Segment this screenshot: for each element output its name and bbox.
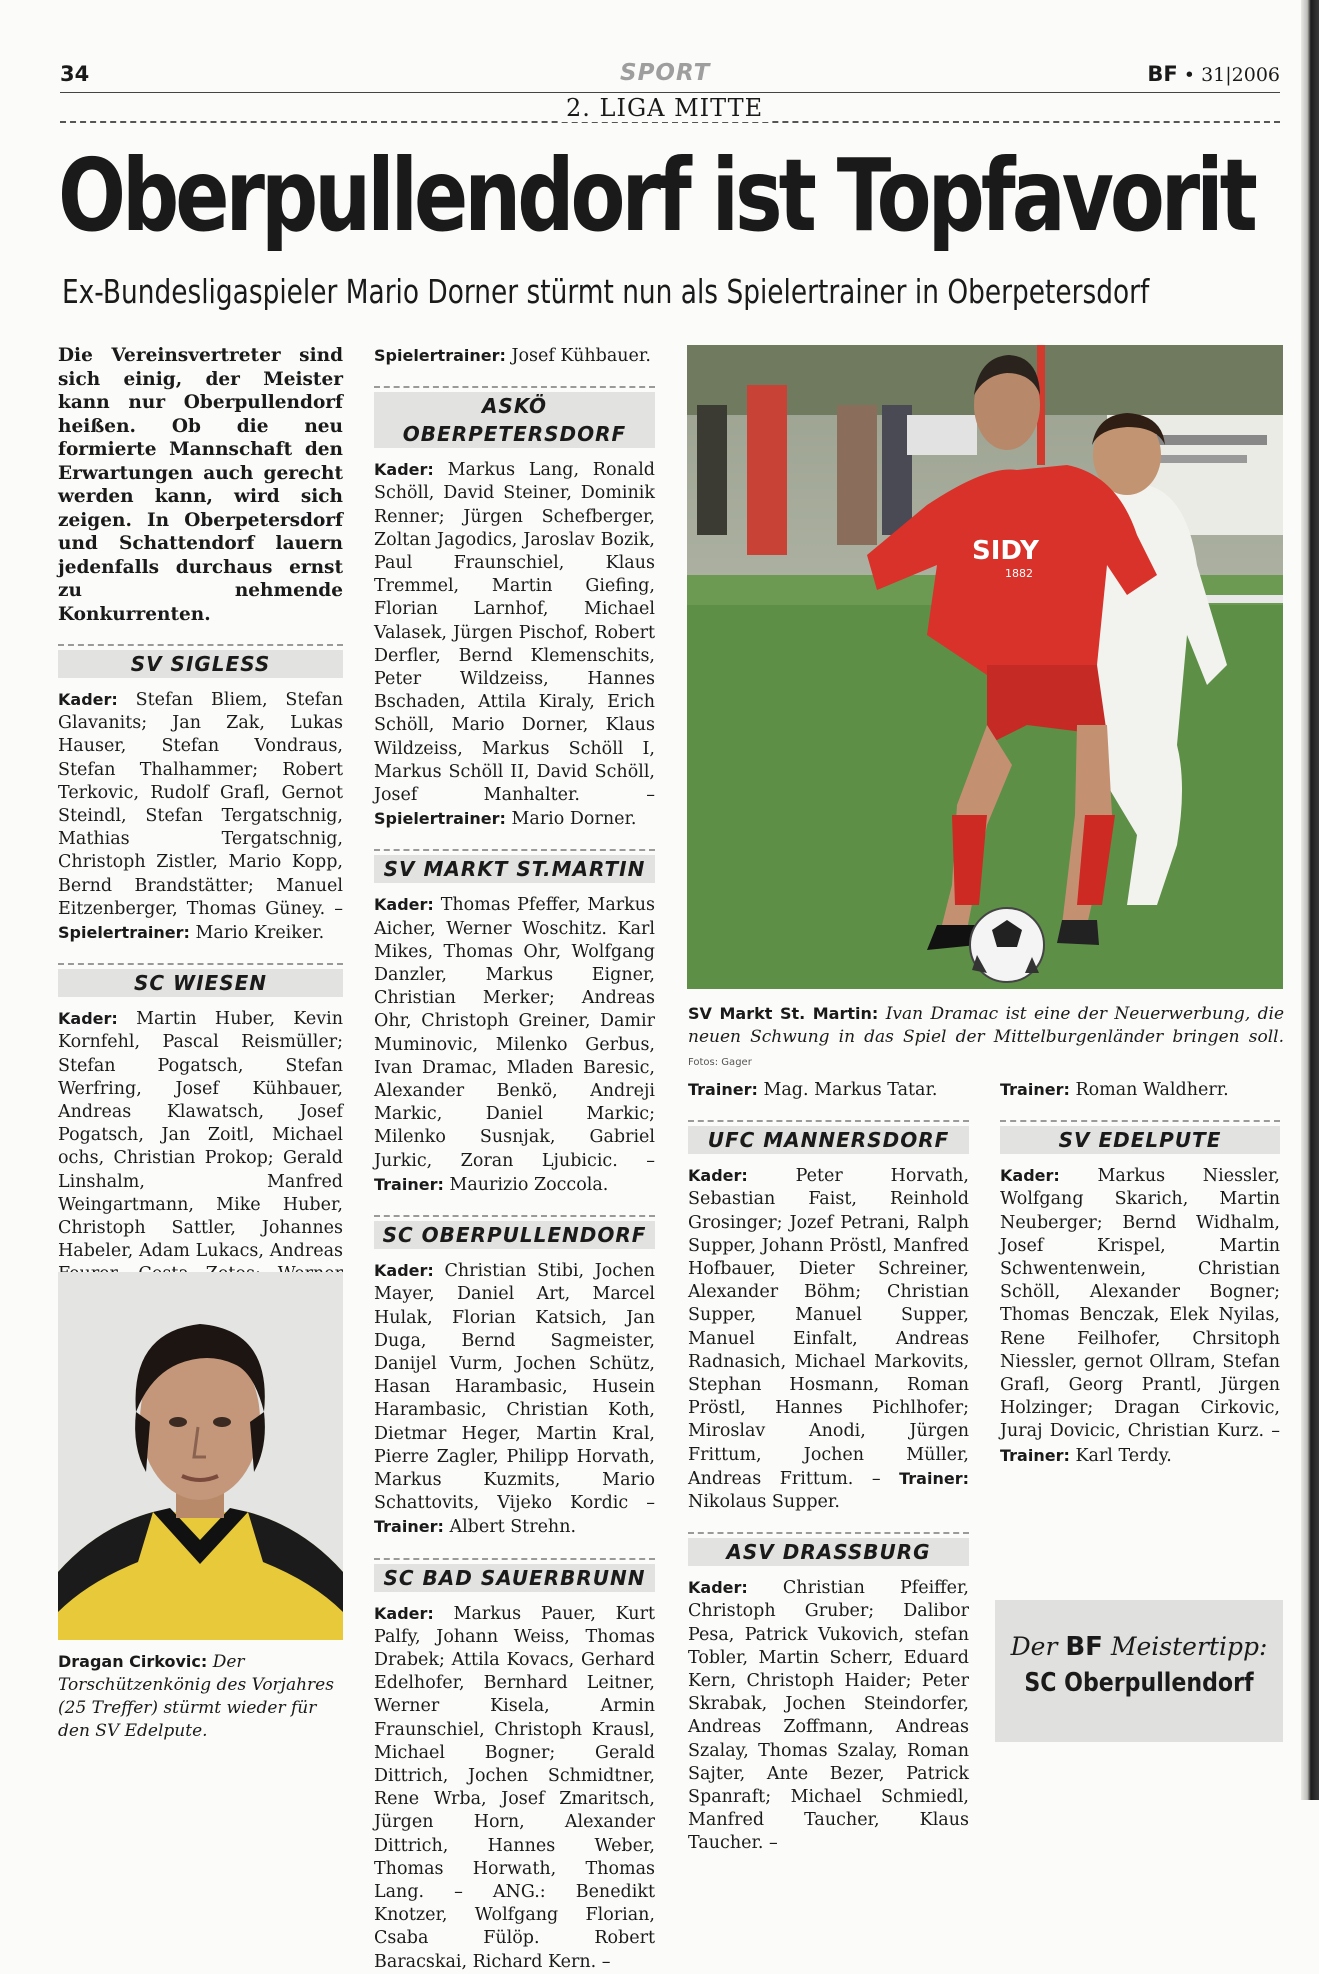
main-photo-image bbox=[687, 345, 1283, 989]
portrait-photo-image bbox=[58, 1272, 343, 1640]
team-roster-sc-wiesen-cont: Spielertrainer: Josef Kühbauer. bbox=[374, 346, 651, 366]
team-name: SC OBERPULLENDORF bbox=[374, 1221, 655, 1249]
portrait-photo bbox=[58, 1272, 343, 1640]
team-header-sc-wiesen bbox=[58, 963, 343, 997]
team-name: SC BAD SAUERBRUNN bbox=[374, 1564, 655, 1592]
team-name: SV MARKT ST.MARTIN bbox=[374, 855, 655, 883]
photo-credit: Fotos: Gager bbox=[688, 1057, 752, 1068]
page-number: 34 bbox=[60, 62, 90, 86]
intro-text: Die Vereinsvertreter sind sich einig, der Meister kann nur Oberpullendorf heißen. Ob die neu formierte Mannschaft den Erwartungen auch gerecht werden kann, wird sich zeigen. In Oberpetersdorf und Schattendorf lauern jedenfalls durchaus ernst zu nehmende Konkurrenten. bbox=[58, 345, 343, 625]
column-1 bbox=[58, 344, 343, 1262]
team-roster-asko-oberpetersdorf: Kader: Markus Lang, Ronald Schöll, David Steiner, Dominik Renner; Jürgen Schefberger, Zoltan Jagodics, Jaroslav Bozik, Paul Fraunschiel, Klaus Tremmel, Martin Giefing, Florian Larnhof, Michael Valasek, Jürgen Pischof, Robert Derfler, Bernd Klemenschits, Peter Wildzeiss, Hannes Bschaden, Attila Kiraly, Erich Schöll, Mario Dorner, Klaus Wildzeiss, Markus Schöll I, Markus Schöll II, David Schöll, Josef Manhalter. – Spielertrainer: Mario Dorner. bbox=[374, 460, 655, 830]
team-roster-sc-bad-sauerbrunn-cont: Trainer: Mag. Markus Tatar. bbox=[688, 1080, 938, 1100]
main-photo bbox=[687, 345, 1283, 989]
team-name: SV EDELPUTE bbox=[1000, 1126, 1280, 1154]
team-header-asv-drassburg bbox=[688, 1532, 969, 1566]
team-roster-ufc-mannersdorf: Kader: Peter Horvath, Sebastian Faist, Reinhold Grosinger; Jozef Petrani, Ralph Supper, Johann Pröstl, Manfred Hofbauer, Dieter Schreiner, Alexander Böhm; Christian Supper, Manuel Supper, Manuel Einfalt, Andreas Radnasich, Michael Markovits, Stephan Hosmann, Roman Pröstl, Hannes Pichlhofer; Miroslav Anodi, Jürgen Frittum, Jochen Müller, Andreas Frittum. – Trainer: Nikolaus Supper. bbox=[688, 1166, 969, 1513]
team-roster-asv-drassburg: Kader: Christian Pfeiffer, Christoph Gruber; Dalibor Pesa, Patrick Vukovich, stefan Tobler, Martin Scherr, Eduard Kern, Christoph Haider; Peter Skrabak, Jochen Steindorfer, Andreas Zoffmann, Andreas Szalay, Thomas Szalay, Roman Sajter, Ante Bezer, Patrick Spanraft; Michael Schmiedl, Manfred Taucher, Klaus Taucher. – bbox=[688, 1578, 969, 1854]
portrait-caption: Dragan Cirkovic: Der Torschützenkönig des Vorjahres (25 Treffer) stürmt wieder für den SV Edelpute. bbox=[58, 1652, 334, 1741]
league-label: 2. LIGA MITTE bbox=[560, 94, 769, 122]
issue-number: 31|2006 bbox=[1201, 64, 1280, 86]
team-header-sv-edelpute bbox=[1000, 1120, 1280, 1154]
headline: Oberpullendorf ist Topfavorit bbox=[58, 137, 1254, 254]
team-roster-sc-oberpullendorf: Kader: Christian Stibi, Jochen Mayer, Daniel Art, Marcel Hulak, Florian Katsich, Jan Duga, Bernd Sagmeister, Danijel Vurm, Jochen Schütz, Hasan Harambasic, Husein Harambasic, Christian Koth, Dietmar Heger, Martin Kral, Pierre Zagler, Philipp Horvath, Markus Kuzmits, Mario Schattovits, Vijeko Kordic – Trainer: Albert Strehn. bbox=[374, 1261, 655, 1538]
issue-separator: • bbox=[1183, 64, 1196, 86]
column-2 bbox=[374, 344, 655, 1972]
team-name: SC WIESEN bbox=[58, 969, 343, 997]
team-roster-asv-drassburg-cont: Trainer: Roman Waldherr. bbox=[1000, 1080, 1229, 1100]
column-3 bbox=[688, 1078, 969, 1854]
shirt-sponsor: SIDY bbox=[972, 536, 1039, 566]
tip-heading: Der BF Meistertipp: bbox=[1010, 1632, 1268, 1662]
team-roster-sc-bad-sauerbrunn: Kader: Markus Pauer, Kurt Palfy, Johann Weiss, Thomas Drabek; Attila Kovacs, Gerhard Edelhofer, Bernhard Leitner, Werner Kisela, Armin Fraunschiel, Christoph Krausl, Michael Bogner; Gerald Dittrich, Jochen Schmidtner, Rene Wrba, Josef Zmaritsch, Jürgen Horn, Alexander Dittrich, Hannes Weber, Thomas Horwath, Thomas Lang. – ANG.: Benedikt Knotzer, Wolfgang Florian, Csaba Fülöp. Robert Baracskai, Richard Kern. – bbox=[374, 1603, 655, 1972]
team-roster-sv-markt-st-martin: Kader: Thomas Pfeffer, Markus Aicher, Werner Woschitz. Karl Mikes, Thomas Ohr, Wolfgang Danzler, Markus Eigner, Christian Merker; Andreas Ohr, Christoph Greiner, Damir Muminovic, Milenko Gerbus, Ivan Dramac, Mladen Baresic, Alexander Benkö, Andreji Markic, Daniel Markic; Milenko Susnjak, Gabriel Jurkic, Zoran Ljubicic. – Trainer: Maurizio Zoccola. bbox=[374, 895, 655, 1195]
shirt-year: 1882 bbox=[1005, 567, 1033, 580]
subheadline: Ex-Bundesligaspieler Mario Dorner stürmt nun als Spielertrainer in Oberpetersdorf bbox=[62, 272, 1150, 311]
team-header-asko-oberpetersdorf bbox=[374, 386, 655, 448]
team-name: ASKÖ OBERPETERSDORF bbox=[374, 392, 655, 448]
tip-team: SC Oberpullendorf bbox=[1024, 1668, 1254, 1698]
section-label: SPORT bbox=[620, 60, 711, 86]
team-roster-sv-sigless: Kader: Stefan Bliem, Stefan Glavanits; Jan Zak, Lukas Hauser, Stefan Vondraus, Stefan Thalhammer; Robert Terkovic, Rudolf Grafl, Gernot Steindl, Stefan Tergatschnig, Mathias Tergatschnig, Christoph Zistler, Mario Kopp, Bernd Brandstätter; Manuel Eitzenberger, Thomas Güney. – Spielertrainer: Mario Kreiker. bbox=[58, 690, 343, 944]
team-roster-sc-wiesen: Kader: Martin Huber, Kevin Kornfehl, Pascal Reismüller; Stefan Pogatsch, Stefan Werfring, Josef Kühbauer, Andreas Klawatsch, Josef Pogatsch, Jan Zoitl, Michael ochs, Christian Prokop; Gerald Linshalm, Manfred Weingartmann, Mike Huber, Christoph Sattler, Johannes Habeler, Adam Lukacs, Andreas bbox=[58, 1009, 343, 1262]
page-header bbox=[60, 60, 1280, 94]
team-roster-sv-edelpute: Kader: Markus Niessler, Wolfgang Skarich, Martin Neuberger; Bernd Widhalm, Josef Krispel, Martin Schwentenwein, Christian Schöll, Alexander Bogner; Thomas Benczak, Elek Nyilas, Rene Feilhofer, Chrsitoph Niessler, gernot Ollram, Stefan Grafl, Georg Prantl, Jürgen Holzinger; Dragan Cirkovic, Juraj Dovicic, Christian Kurz. – Trainer: Karl Terdy. bbox=[1000, 1166, 1280, 1466]
team-header-ufc-mannersdorf bbox=[688, 1120, 969, 1154]
team-header-sv-markt-st-martin bbox=[374, 849, 655, 883]
page-binding-shadow bbox=[1301, 0, 1319, 1800]
issue-info bbox=[1147, 62, 1280, 86]
team-header-sc-bad-sauerbrunn bbox=[374, 1558, 655, 1592]
tip-brand: BF bbox=[1065, 1632, 1103, 1662]
paper-name: BF bbox=[1147, 62, 1178, 86]
team-name: ASV DRASSBURG bbox=[688, 1538, 969, 1566]
team-name: SV SIGLESS bbox=[58, 650, 343, 678]
header-rule bbox=[60, 92, 1280, 93]
team-name: UFC MANNERSDORF bbox=[688, 1126, 969, 1154]
team-header-sv-sigless bbox=[58, 644, 343, 678]
team-header-sc-oberpullendorf bbox=[374, 1215, 655, 1249]
main-photo-caption: SV Markt St. Martin: Ivan Dramac ist eine der Neuerwerbung, die neuen Schwung in das Spiel der Mittelburgenländer bringen soll. Fotos: Gager bbox=[688, 1004, 1285, 1068]
meistertipp-box bbox=[995, 1600, 1283, 1742]
column-4 bbox=[1000, 1078, 1280, 1468]
